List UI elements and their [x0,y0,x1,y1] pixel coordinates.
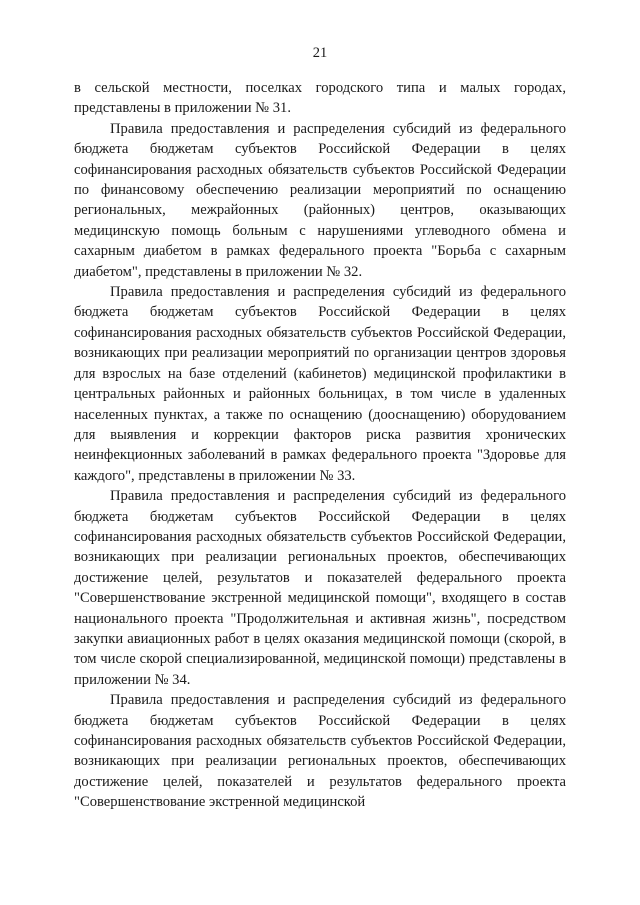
paragraph: Правила предоставления и распределения субсидий из федерального бюджета бюджетам субъектов Российской Федерации в целях софинансирования расходных обязательств субъектов Российской Федерации, возникающих при реализации региональных проектов, обеспечивающих достижение целей, результатов и показателей федерального проекта "Совершенствование экстренной медицинской помощи", входящего в состав национального проекта "Продолжительная и активная жизнь", посредством закупки авиационных работ в целях оказания медицинской помощи (скорой, в том числе скорой специализированной, медицинской помощи) представлены в приложении № 34. [74,488,566,688]
paragraph: Правила предоставления и распределения субсидий из федерального бюджета бюджетам субъектов Российской Федерации в целях софинансирования расходных обязательств субъектов Российской Федерации, возникающих при реализации региональных проектов, обеспечивающих достижение целей, показателей и результатов федерального проекта "Совершенствование экстренной медицинской [74,692,566,811]
paragraph: Правила предоставления и распределения субсидий из федерального бюджета бюджетам субъектов Российской Федерации в целях софинансирования расходных обязательств субъектов Российской Федерации по финансовому обеспечению реализации мероприятий по оснащению региональных, межрайонных (районных) центров, оказывающих медицинскую помощь больным с нарушениями углеводного обмена и сахарным диабетом в рамках федерального проекта "Борьба с сахарным диабетом", представлены в приложении № 32. [74,120,566,280]
paragraph: Правила предоставления и распределения субсидий из федерального бюджета бюджетам субъектов Российской Федерации в целях софинансирования расходных обязательств субъектов Российской Федерации, возникающих при реализации мероприятий по организации центров здоровья для взрослых на базе отделений (кабинетов) медицинской профилактики в центральных районных и районных больницах, в том числе в удаленных населенных пунктах, а также по оснащению (дооснащению) оборудованием для выявления и коррекции факторов риска развития хронических неинфекционных заболеваний в рамках федерального проекта "Здоровье для каждого", представлены в приложении № 33. [74,284,566,484]
page-number: 21 [312,45,328,61]
document-body [74,78,566,813]
paragraph: в сельской местности, поселках городского типа и малых городах, представлены в приложении № 31. [74,80,566,117]
